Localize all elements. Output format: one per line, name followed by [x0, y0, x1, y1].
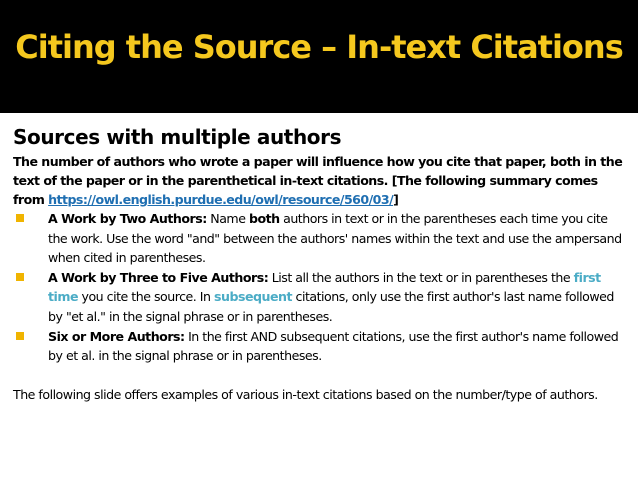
bullet-item-three-to-five-authors: [13, 268, 625, 327]
bullet-emphasis: both: [248, 211, 280, 226]
intro-paragraph: [13, 152, 625, 209]
highlight-subsequent: subsequent: [213, 289, 293, 305]
bullet-text: Name: [206, 211, 249, 226]
bullet-text: In the first AND subsequent citations, use the first author's name followed by et al. in the signal phrase or in parentheses.: [48, 328, 619, 364]
bullet-text: List all the authors in the text or in parentheses the: [268, 269, 574, 285]
intro-after: ]: [393, 192, 399, 207]
bullet-label: A Work by Two Authors:: [48, 211, 207, 226]
closing-paragraph: The following slide offers examples of various in-text citations based on the number/type of authors.: [13, 386, 598, 402]
bullet-item-two-authors: [13, 209, 625, 268]
bullet-text: authors in text or in the parentheses each time you cite the work. Use the word "and" between the authors' names within the text and use the ampersand when cited in parentheses.: [48, 211, 622, 266]
bullet-list: [13, 209, 625, 366]
square-bullet-icon: [16, 273, 24, 281]
highlight-first-time: first time: [48, 269, 601, 305]
square-bullet-icon: [16, 214, 24, 222]
slide-content: [13, 124, 625, 404]
square-bullet-icon: [16, 332, 24, 340]
intro-text: The number of authors who wrote a paper will influence how you cite that paper, both in the text of the paper or in the parenthetical in-text citations. [The following summary comes from: [13, 154, 623, 207]
bullet-text: you cite the source. In: [78, 289, 214, 305]
bullet-text: citations, only use the first author's last name followed by "et al." in the signal phrase or in parentheses.: [48, 289, 614, 324]
source-link[interactable]: https://owl.english.purdue.edu/owl/resource/560/03/: [48, 192, 394, 207]
bullet-label: A Work by Three to Five Authors:: [48, 269, 269, 285]
bullet-label: Six or More Authors:: [48, 328, 185, 344]
slide-title: Citing the Source – In-text Citations: [15, 28, 623, 66]
section-heading: Sources with multiple authors: [13, 125, 342, 149]
bullet-item-six-or-more-authors: [13, 327, 625, 366]
title-bar: [0, 0, 638, 113]
